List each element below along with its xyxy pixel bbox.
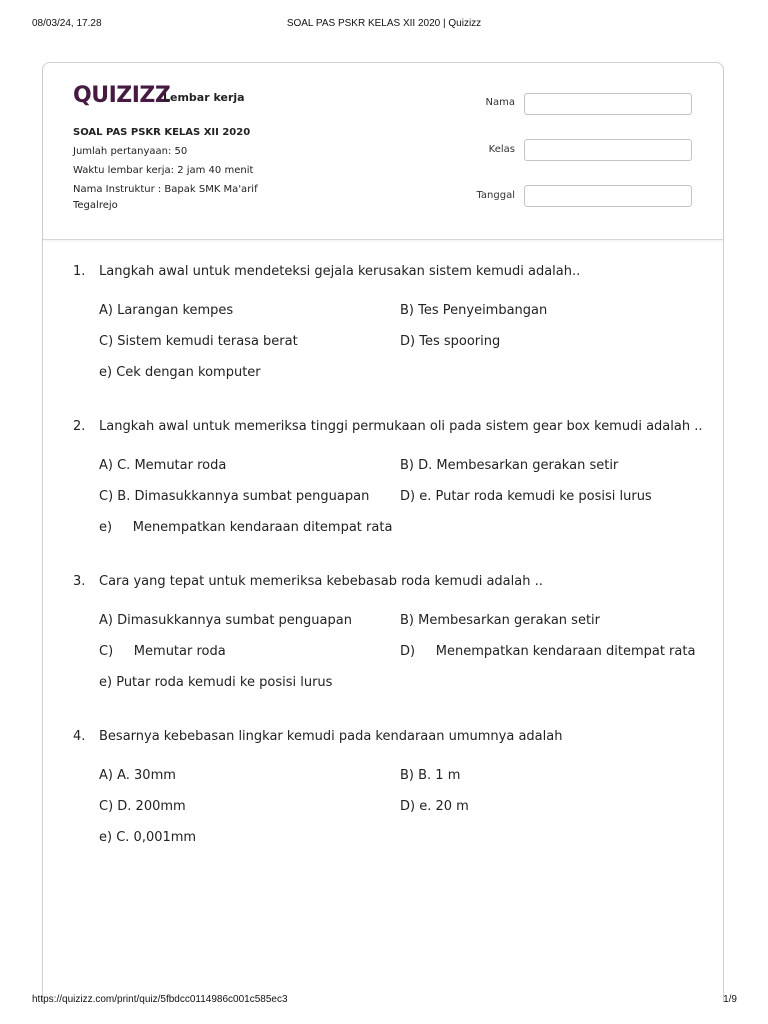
question-number: 2. (73, 419, 86, 434)
instructor-name: Nama Instruktur : Bapak SMK Ma'arif Tegalrejo (73, 184, 258, 211)
print-page-number: 1/9 (723, 994, 737, 1005)
option-d: D) e. Putar roda kemudi ke posisi lurus (400, 489, 652, 504)
date-field[interactable] (524, 185, 692, 207)
worksheet-subtitle: Lembar kerja (163, 91, 245, 104)
class-label: Kelas (488, 144, 515, 155)
option-d: D) Menempatkan kendaraan ditempat rata (400, 644, 696, 659)
question-text: Langkah awal untuk memeriksa tinggi permukaan oli pada sistem gear box kemudi adalah .. (99, 419, 703, 434)
option-c: C) Memutar roda (99, 644, 226, 659)
option-d: D) Tes spooring (400, 334, 501, 349)
option-e: e) Menempatkan kendaraan ditempat rata (99, 520, 393, 535)
option-b: B) B. 1 m (400, 768, 461, 783)
print-footer (0, 994, 768, 1008)
option-d: D) e. 20 m (400, 799, 469, 814)
option-a: A) Larangan kempes (99, 303, 234, 318)
worksheet-title: SOAL PAS PSKR KELAS XII 2020 (73, 127, 251, 138)
option-a: A) A. 30mm (99, 768, 176, 783)
question-text: Cara yang tepat untuk memeriksa kebebasab roda kemudi adalah .. (99, 574, 543, 589)
question-text: Besarnya kebebasan lingkar kemudi pada kendaraan umumnya adalah (99, 729, 563, 744)
option-e: e) Cek dengan komputer (99, 365, 261, 380)
date-label: Tanggal (476, 190, 515, 201)
question-count: Jumlah pertanyaan: 50 (73, 146, 188, 157)
worksheet-time: Waktu lembar kerja: 2 jam 40 menit (73, 165, 254, 176)
worksheet-header (43, 63, 723, 240)
question-number: 1. (73, 264, 86, 279)
print-datetime: 08/03/24, 17.28 (32, 18, 102, 29)
option-b: B) Tes Penyeimbangan (400, 303, 548, 318)
option-e: e) Putar roda kemudi ke posisi lurus (99, 675, 333, 690)
name-field[interactable] (524, 93, 692, 115)
question-text: Langkah awal untuk mendeteksi gejala kerusakan sistem kemudi adalah.. (99, 264, 581, 279)
option-b: B) Membesarkan gerakan setir (400, 613, 600, 628)
option-c: C) B. Dimasukkannya sumbat penguapan (99, 489, 370, 504)
quizizz-logo: QUIZIZZ (73, 83, 171, 108)
option-b: B) D. Membesarkan gerakan setir (400, 458, 619, 473)
option-a: A) C. Memutar roda (99, 458, 227, 473)
class-field[interactable] (524, 139, 692, 161)
option-c: C) Sistem kemudi terasa berat (99, 334, 298, 349)
name-label: Nama (485, 97, 515, 108)
question-number: 3. (73, 574, 86, 589)
option-e: e) C. 0,001mm (99, 830, 197, 845)
print-page-title: SOAL PAS PSKR KELAS XII 2020 | Quizizz (286, 18, 482, 29)
worksheet-card (42, 62, 724, 1002)
option-c: C) D. 200mm (99, 799, 186, 814)
print-header (0, 18, 768, 32)
option-a: A) Dimasukkannya sumbat penguapan (99, 613, 352, 628)
print-url[interactable]: https://quizizz.com/print/quiz/5fbdcc0114986c001c585ec3 (32, 994, 288, 1005)
question-number: 4. (73, 729, 86, 744)
